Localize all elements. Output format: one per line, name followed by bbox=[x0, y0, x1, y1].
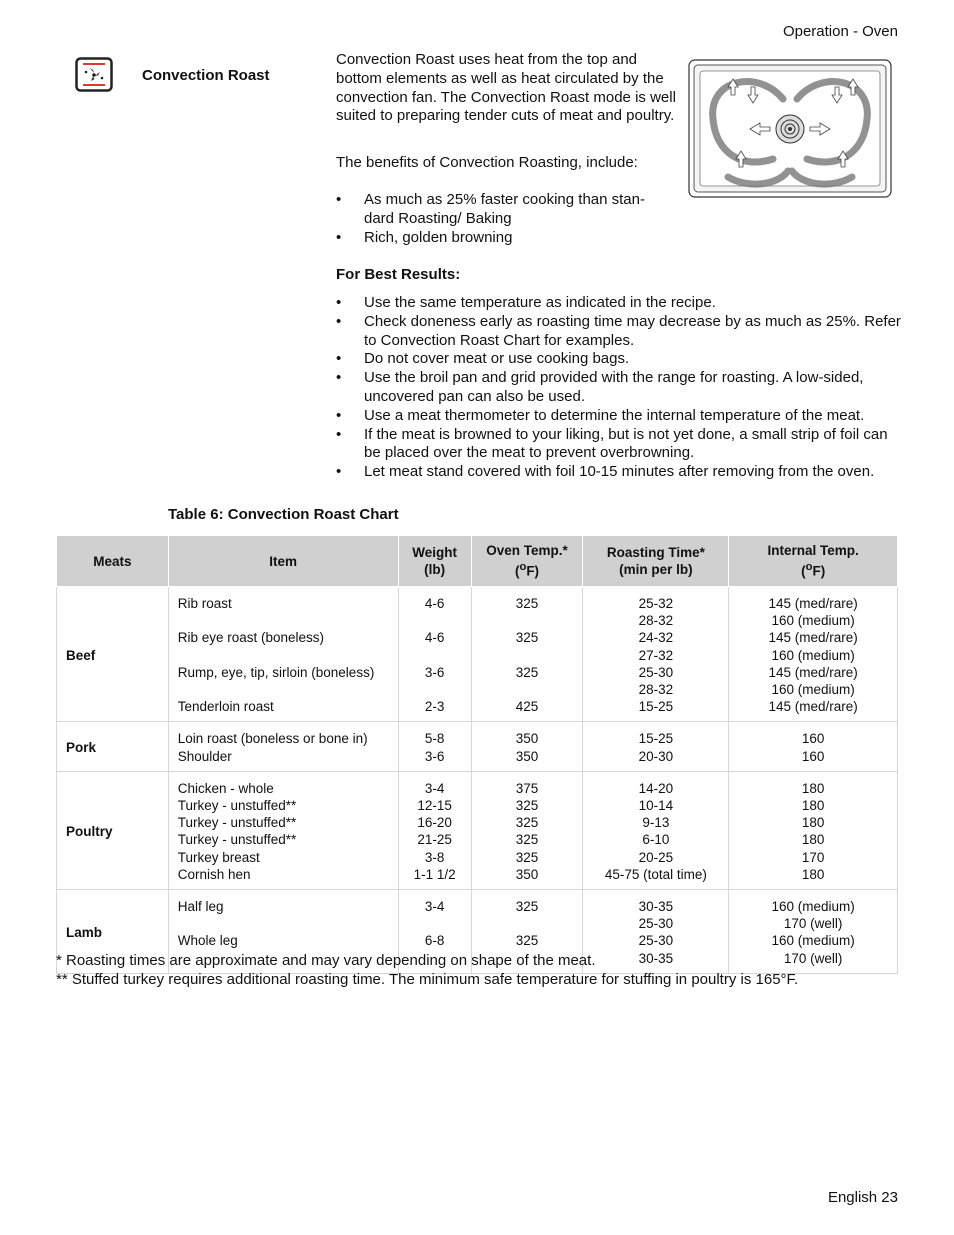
meat-category: Beef bbox=[57, 587, 169, 722]
list-item: • Use a meat thermometer to determine the internal temperature of the meat. bbox=[336, 406, 865, 424]
list-item: • Rich, golden browning bbox=[336, 228, 513, 246]
list-item: • Check doneness early as roasting time may decrease by as much as 25%. Refer to Convection Roast Chart for examples. bbox=[336, 312, 901, 349]
meat-category: Poultry bbox=[57, 771, 169, 889]
intro-paragraph: Convection Roast uses heat from the top and bottom elements as well as heat circulated by the convection fan. The Convection Roast mode is well suited to preparing tender cuts of meat and poultry. bbox=[336, 51, 676, 125]
meat-category: Lamb bbox=[57, 890, 169, 974]
cell-weight: 4-6 4-6 3-6 2-3 bbox=[398, 587, 471, 722]
table-row bbox=[57, 771, 898, 889]
header-meats: Meats bbox=[57, 536, 169, 587]
oven-airflow-diagram bbox=[688, 59, 892, 198]
table-header-row bbox=[57, 536, 898, 587]
cell-weight: 3-4 12-15 16-20 21-25 3-8 1-1 1/2 bbox=[398, 771, 471, 889]
header-oven-temp: Oven Temp.* ($^o$F) bbox=[471, 536, 583, 587]
cell-time: 25-32 28-32 24-32 27-32 25-30 28-32 15-25 bbox=[583, 587, 729, 722]
cell-weight: 5-8 3-6 bbox=[398, 722, 471, 771]
page-number: English 23 bbox=[827, 1189, 898, 1206]
table-title: Table 6: Convection Roast Chart bbox=[168, 506, 399, 523]
cell-oven: 375 325 325 325 325 350 bbox=[471, 771, 583, 889]
cell-oven: 325 325 bbox=[471, 890, 583, 974]
list-item: • If the meat is browned to your liking, but is not yet done, a small strip of foil can be placed over the meat to prevent overbrowning. bbox=[336, 425, 888, 462]
note-roasting-times: * Roasting times are approximate and may vary depending on shape of the meat. bbox=[56, 952, 596, 969]
cell-weight: 3-4 6-8 bbox=[398, 890, 471, 974]
list-item: • Use the same temperature as indicated in the recipe. bbox=[336, 294, 716, 311]
table-row bbox=[57, 722, 898, 771]
cell-internal: 160 (medium) 170 (well) 160 (medium) 170 (well) bbox=[729, 890, 898, 974]
cell-time: 15-25 20-30 bbox=[583, 722, 729, 771]
benefits-list bbox=[336, 191, 666, 247]
table-notes bbox=[56, 951, 798, 989]
convection-roast-table bbox=[56, 535, 898, 974]
best-results-list bbox=[336, 294, 901, 482]
section-header: Operation - Oven bbox=[782, 23, 898, 40]
cell-items: Half leg Whole leg bbox=[168, 890, 398, 974]
list-item: • As much as 25% faster cooking than stan-dard Roasting/ Baking bbox=[336, 191, 645, 227]
convection-roast-icon bbox=[75, 57, 113, 92]
header-weight: Weight (lb) bbox=[398, 536, 471, 587]
mode-title: Convection Roast bbox=[142, 67, 270, 84]
cell-time: 30-35 25-30 25-30 30-35 bbox=[583, 890, 729, 974]
list-item: • Let meat stand covered with foil 10-15 minutes after removing from the oven. bbox=[336, 463, 875, 481]
benefits-title: The benefits of Convection Roasting, include: bbox=[336, 154, 638, 171]
cell-items: Rib roast Rib eye roast (boneless) Rump, eye, tip, sirloin (boneless) Tenderloin roast bbox=[168, 587, 398, 722]
cell-items: Loin roast (boneless or bone in) Shoulder bbox=[168, 722, 398, 771]
cell-items: Chicken - whole Turkey - unstuffed** Turkey - unstuffed** Turkey - unstuffed** Turkey breast Cornish hen bbox=[168, 771, 398, 889]
best-results-title: For Best Results: bbox=[336, 266, 461, 283]
table-row bbox=[57, 587, 898, 722]
list-item: • Use the broil pan and grid provided with the range for roasting. A low-sided, uncovered pan can also be used. bbox=[336, 369, 864, 405]
list-item: • Do not cover meat or use cooking bags. bbox=[336, 350, 630, 368]
header-roasting-time: Roasting Time* (min per lb) bbox=[583, 536, 729, 587]
cell-oven: 325 325 325 425 bbox=[471, 587, 583, 722]
header-internal-temp: Internal Temp. ($^o$F) bbox=[729, 536, 898, 587]
cell-time: 14-20 10-14 9-13 6-10 20-25 45-75 (total time) bbox=[583, 771, 729, 889]
header-item: Item bbox=[168, 536, 398, 587]
cell-internal: 145 (med/rare) 160 (medium) 145 (med/rare) 160 (medium) 145 (med/rare) 160 (medium) 145 (med/rare) bbox=[729, 587, 898, 722]
meat-category: Pork bbox=[57, 722, 169, 771]
cell-oven: 350 350 bbox=[471, 722, 583, 771]
cell-internal: 160 160 bbox=[729, 722, 898, 771]
note-stuffed-turkey: ** Stuffed turkey requires additional roasting time. The minimum safe temperature for stuffing in poultry is 165°F. bbox=[56, 971, 799, 988]
intro-text bbox=[336, 51, 681, 126]
cell-internal: 180 180 180 180 170 180 bbox=[729, 771, 898, 889]
